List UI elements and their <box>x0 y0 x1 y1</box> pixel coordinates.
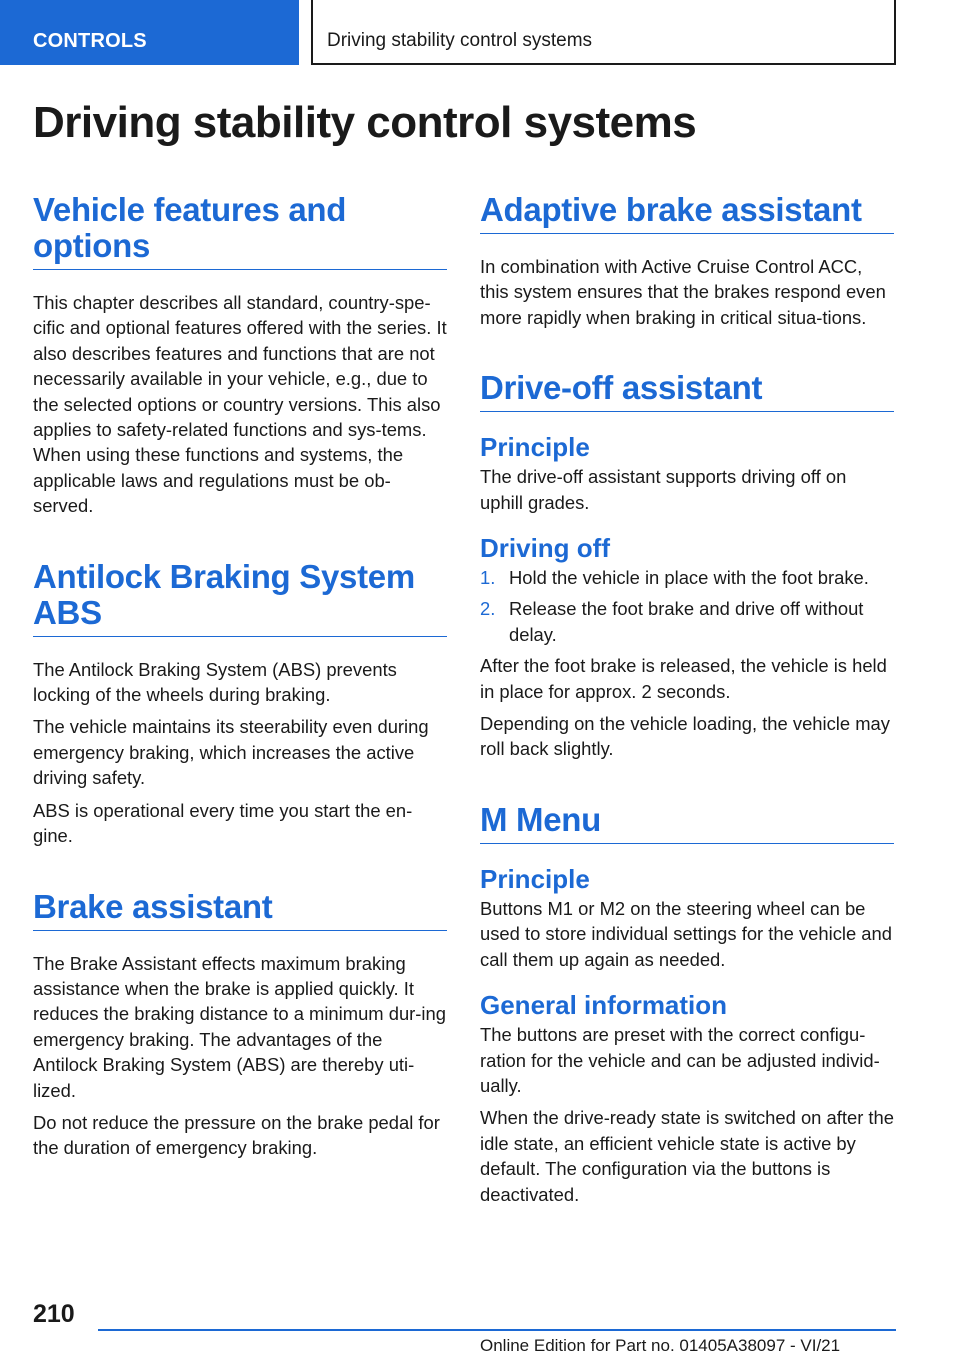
section-vehicle-features <box>33 192 447 519</box>
footer-edition: Online Edition for Part no. 01405A38097 - VI/21 <box>480 1336 841 1355</box>
paragraph-general-information-1: The buttons are preset with the correct configu-ration for the vehicle and can be adjusted individ-ually. <box>480 1024 880 1096</box>
heading-m-menu: M Menu <box>480 802 894 844</box>
header-chapter-label: Driving stability control systems <box>327 30 593 51</box>
heading-adaptive-brake: Adaptive brake assistant <box>480 192 894 234</box>
header-section-tab <box>0 0 299 65</box>
section-adaptive-brake <box>480 192 894 330</box>
heading-vehicle-features: Vehicle features and options <box>33 192 447 270</box>
paragraph-drive-off-principle: The drive-off assistant supports driving off on uphill grades. <box>480 466 847 513</box>
footer-divider <box>98 1329 896 1331</box>
subsection-m-menu-principle <box>480 864 894 972</box>
page-title: Driving stability control systems <box>33 98 697 147</box>
section-drive-off <box>480 370 894 762</box>
step-number: 1. <box>480 567 496 589</box>
section-brake-assistant <box>33 889 447 1161</box>
paragraph-brake-assistant-2: Do not reduce the pressure on the brake pedal for the duration of emergency braking. <box>33 1111 440 1159</box>
paragraph-abs-2: The vehicle maintains its steerability even during emergency braking, which increases the active driving safety. <box>33 716 429 789</box>
heading-general-information: General information <box>480 990 728 1021</box>
list-item <box>480 596 894 647</box>
paragraph-general-information-2: When the drive-ready state is switched on after the idle state, an efficient vehicle state is active by default. The configuration via the buttons is deactivated. <box>480 1107 894 1205</box>
heading-drive-off: Drive-off assistant <box>480 370 894 412</box>
paragraph-m-menu-principle: Buttons M1 or M2 on the steering wheel can be used to store individual settings for the vehicle and call them up again as needed. <box>480 897 892 970</box>
heading-drive-off-principle: Principle <box>480 432 590 463</box>
section-m-menu <box>480 802 894 1207</box>
subsection-driving-off <box>480 533 894 762</box>
page-number: 210 <box>33 1300 75 1328</box>
heading-brake-assistant: Brake assistant <box>33 889 447 931</box>
heading-m-menu-principle: Principle <box>480 863 590 894</box>
subsection-drive-off-principle <box>480 432 894 515</box>
step-text: Hold the vehicle in place with the foot brake. <box>509 567 869 589</box>
heading-abs: Antilock Braking System ABS <box>33 559 447 637</box>
paragraph-adaptive-brake: In combination with Active Cruise Control ACC, this system ensures that the brakes respond even more rapidly when braking in critical situa-tions. <box>480 256 886 328</box>
step-number: 2. <box>480 598 496 620</box>
section-abs <box>33 559 447 849</box>
steps-list <box>480 565 894 647</box>
subsection-general-information <box>480 990 894 1207</box>
header-chapter-box <box>311 0 896 65</box>
paragraph-drive-off-after: After the foot brake is released, the vehicle is held in place for approx. 2 seconds. <box>480 655 887 702</box>
paragraph-abs-3: ABS is operational every time you start the en-gine. <box>33 799 413 847</box>
left-column <box>33 192 447 1201</box>
paragraph-brake-assistant-1: The Brake Assistant effects maximum braking assistance when the brake is applied quickly. It reduces the braking distance to a minimum dur-ing emergency braking. The advantages of the Antilock Braking System (ABS) are thereby uti-lized. <box>33 952 446 1101</box>
paragraph-abs-1: The Antilock Braking System (ABS) prevents locking of the wheels during braking. <box>33 658 397 706</box>
step-text: Release the foot brake and drive off without delay. <box>509 598 864 645</box>
right-column <box>480 192 894 1247</box>
paragraph-vehicle-features: This chapter describes all standard, country-spe-cific and optional features offered with the series. It also describes features and functions that are not necessarily available in your vehicle, e.g., due to the selected options or country versions. This also applies to safety-related functions and sys-tems. When using these functions and systems, the applicable laws and regulations must be ob-served. <box>33 292 447 517</box>
header-section-label: CONTROLS <box>33 30 147 52</box>
paragraph-drive-off-loading: Depending on the vehicle loading, the vehicle may roll back slightly. <box>480 713 890 760</box>
list-item <box>480 565 894 590</box>
heading-driving-off: Driving off <box>480 533 610 564</box>
